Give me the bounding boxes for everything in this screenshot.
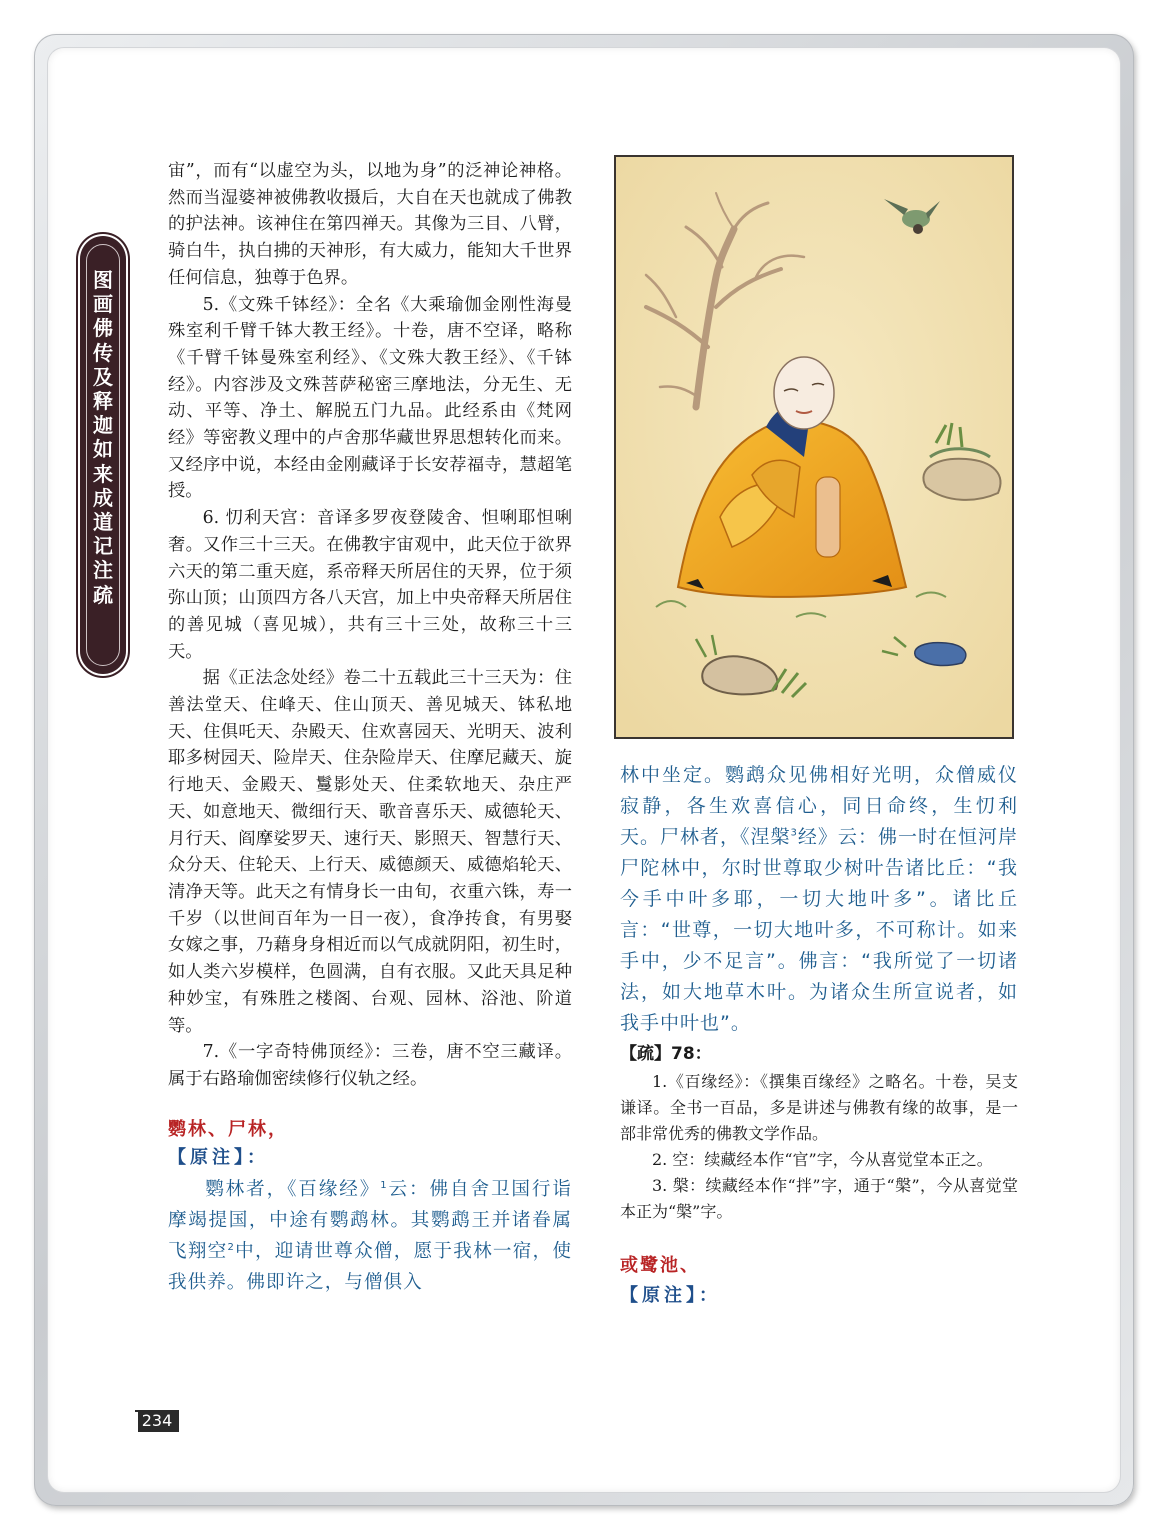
yuanzhu-label: 【原注】： <box>168 1147 269 1169</box>
right-column <box>620 760 1018 1311</box>
paragraph-3: 6. 忉利天宫：音译多罗夜登陵舍、怛唎耶怛唎奢。又作三十三天。在佛教宇宙观中，此天位于欲界六天的第二重天庭，系帝释天所居住的天界，位于须弥山顶；山顶四方各八天宫，加上中央帝释天所居住的善见城（喜见城），共有三十三处，故称三十三天。 <box>168 508 572 662</box>
original-note-quote <box>168 1174 572 1298</box>
paragraph-5: 7.《一字奇特佛顶经》：三卷，唐不空三藏译。属于右路瑜伽密续修行仪轨之经。 <box>168 1042 572 1089</box>
section-heading-2 <box>620 1251 1018 1281</box>
side-title-tab <box>80 236 126 674</box>
quote-text-a: 林中坐定。鹦鹉众见佛相好光明，众僧威仪寂静，各生欢喜信心，同日命终，生忉利天。尸林者，《涅槃 <box>620 764 1018 848</box>
commentary-label: 【疏】78： <box>620 1044 712 1064</box>
footnote-2: 2. 空：续藏经本作“官”字，今从喜觉堂本正之。 <box>652 1150 993 1169</box>
paragraph-1: 宙”，而有“以虚空为头，以地为身”的泛神论神格。然而当湿婆神被佛教收摄后，大自在天也就成了佛教的护法神。该神住在第四禅天。其像为三目、八臂，骑白牛，执白拂的天神形，有大威力，能知大千世界任何信息，独尊于色界。 <box>168 161 572 288</box>
footnote-ref-1: 1 <box>380 1179 388 1191</box>
footnote-1: 1.《百缘经》：《撰集百缘经》之略名。十卷，吴支谦译。全书一百品，多是讲述与佛教有缘的故事，是一部非常优秀的佛教文学作品。 <box>620 1072 1018 1143</box>
paragraph-4: 据《正法念处经》卷二十五载此三十三天为：住善法堂天、住峰天、住山顶天、善见城天、钵私地天、住俱吒天、杂殿天、住欢喜园天、光明天、波利耶多树园天、险岸天、住杂险岸天、住摩尼藏天、旋行地天、金殿天、鬘影处天、住柔软地天、杂庄严天、如意地天、微细行天、歌音喜乐天、威德轮天、月行天、阎摩娑罗天、速行天、影照天、智慧行天、众分天、住轮天、上行天、威德颜天、威德焰轮天、清净天等。此天之有情身长一由旬，衣重六铢，寿一千岁（以世间百年为一日一夜），食净抟食，有男娶女嫁之事，乃藉身身相近而以气成就阴阳，初生时，如人类六岁模样，色圆满，自有衣服。又此天具足种种妙宝，有殊胜之楼阁、台观、园林、浴池、阶道等。 <box>168 668 572 1036</box>
quote-text-c: 中，迎请世尊众僧，愿于我林一宿，使我供养。佛即许之，与僧俱入 <box>168 1241 572 1294</box>
section-heading-2-text: 或鹭池、 <box>620 1255 700 1276</box>
footnote-3: 3. 槃：续藏经本作“拌”字，通于“槃”，今从喜觉堂本正为“槃”字。 <box>620 1176 1018 1221</box>
yuanzhu-label-2: 【原注】： <box>620 1285 721 1306</box>
quote-text-a: 鹦林者，《百缘经》 <box>205 1179 381 1201</box>
illustration <box>614 155 1014 739</box>
page-number-accent <box>135 1412 138 1432</box>
yuanzhu-line <box>168 1145 572 1172</box>
left-column <box>168 158 572 1298</box>
footnote-ref-3: 3 <box>790 827 798 839</box>
section-heading-text: 鹦林、尸林， <box>168 1118 288 1140</box>
quote-text-b: 云：佛自舍卫国行诣摩竭提国，中途有鹦鹉林。其鹦鹉王并诸眷属飞翔空 <box>168 1179 572 1263</box>
footnote-ref-2: 2 <box>227 1241 235 1253</box>
section-heading <box>168 1117 572 1144</box>
page-number: 234 <box>135 1410 179 1432</box>
original-note-quote-continued <box>620 760 1018 1039</box>
yuanzhu-line-2 <box>620 1281 1018 1311</box>
quote-text-b: 经》云：佛一时在恒河岸尸陀林中，尔时世尊取少树叶告诸比丘：“我今手中叶多耶，一切大地叶多”。诸比丘言：“世尊，一切大地叶多，不可称计。如来手中，少不足言”。佛言：“我所觉了一切诸法，如大地草木叶。为诸众生所宣说者，如我手中叶也”。 <box>620 826 1018 1034</box>
illustration-art <box>616 157 1012 737</box>
paragraph-2: 5.《文殊千钵经》：全名《大乘瑜伽金刚性海曼殊室利千臂千钵大教王经》。十卷，唐不空译，略称《千臂千钵曼殊室利经》、《文殊大教王经》、《千钵经》。内容涉及文殊菩萨秘密三摩地法，分无生、无动、平等、净土、解脱五门九品。此经系由《梵网经》等密教义理中的卢舍那华藏世界思想转化而来。又经序中说，本经由金刚藏译于长安荐福寺，慧超笔授。 <box>168 294 572 502</box>
side-title-text: 图画佛传及释迦如来成道记注疏 <box>93 268 113 607</box>
